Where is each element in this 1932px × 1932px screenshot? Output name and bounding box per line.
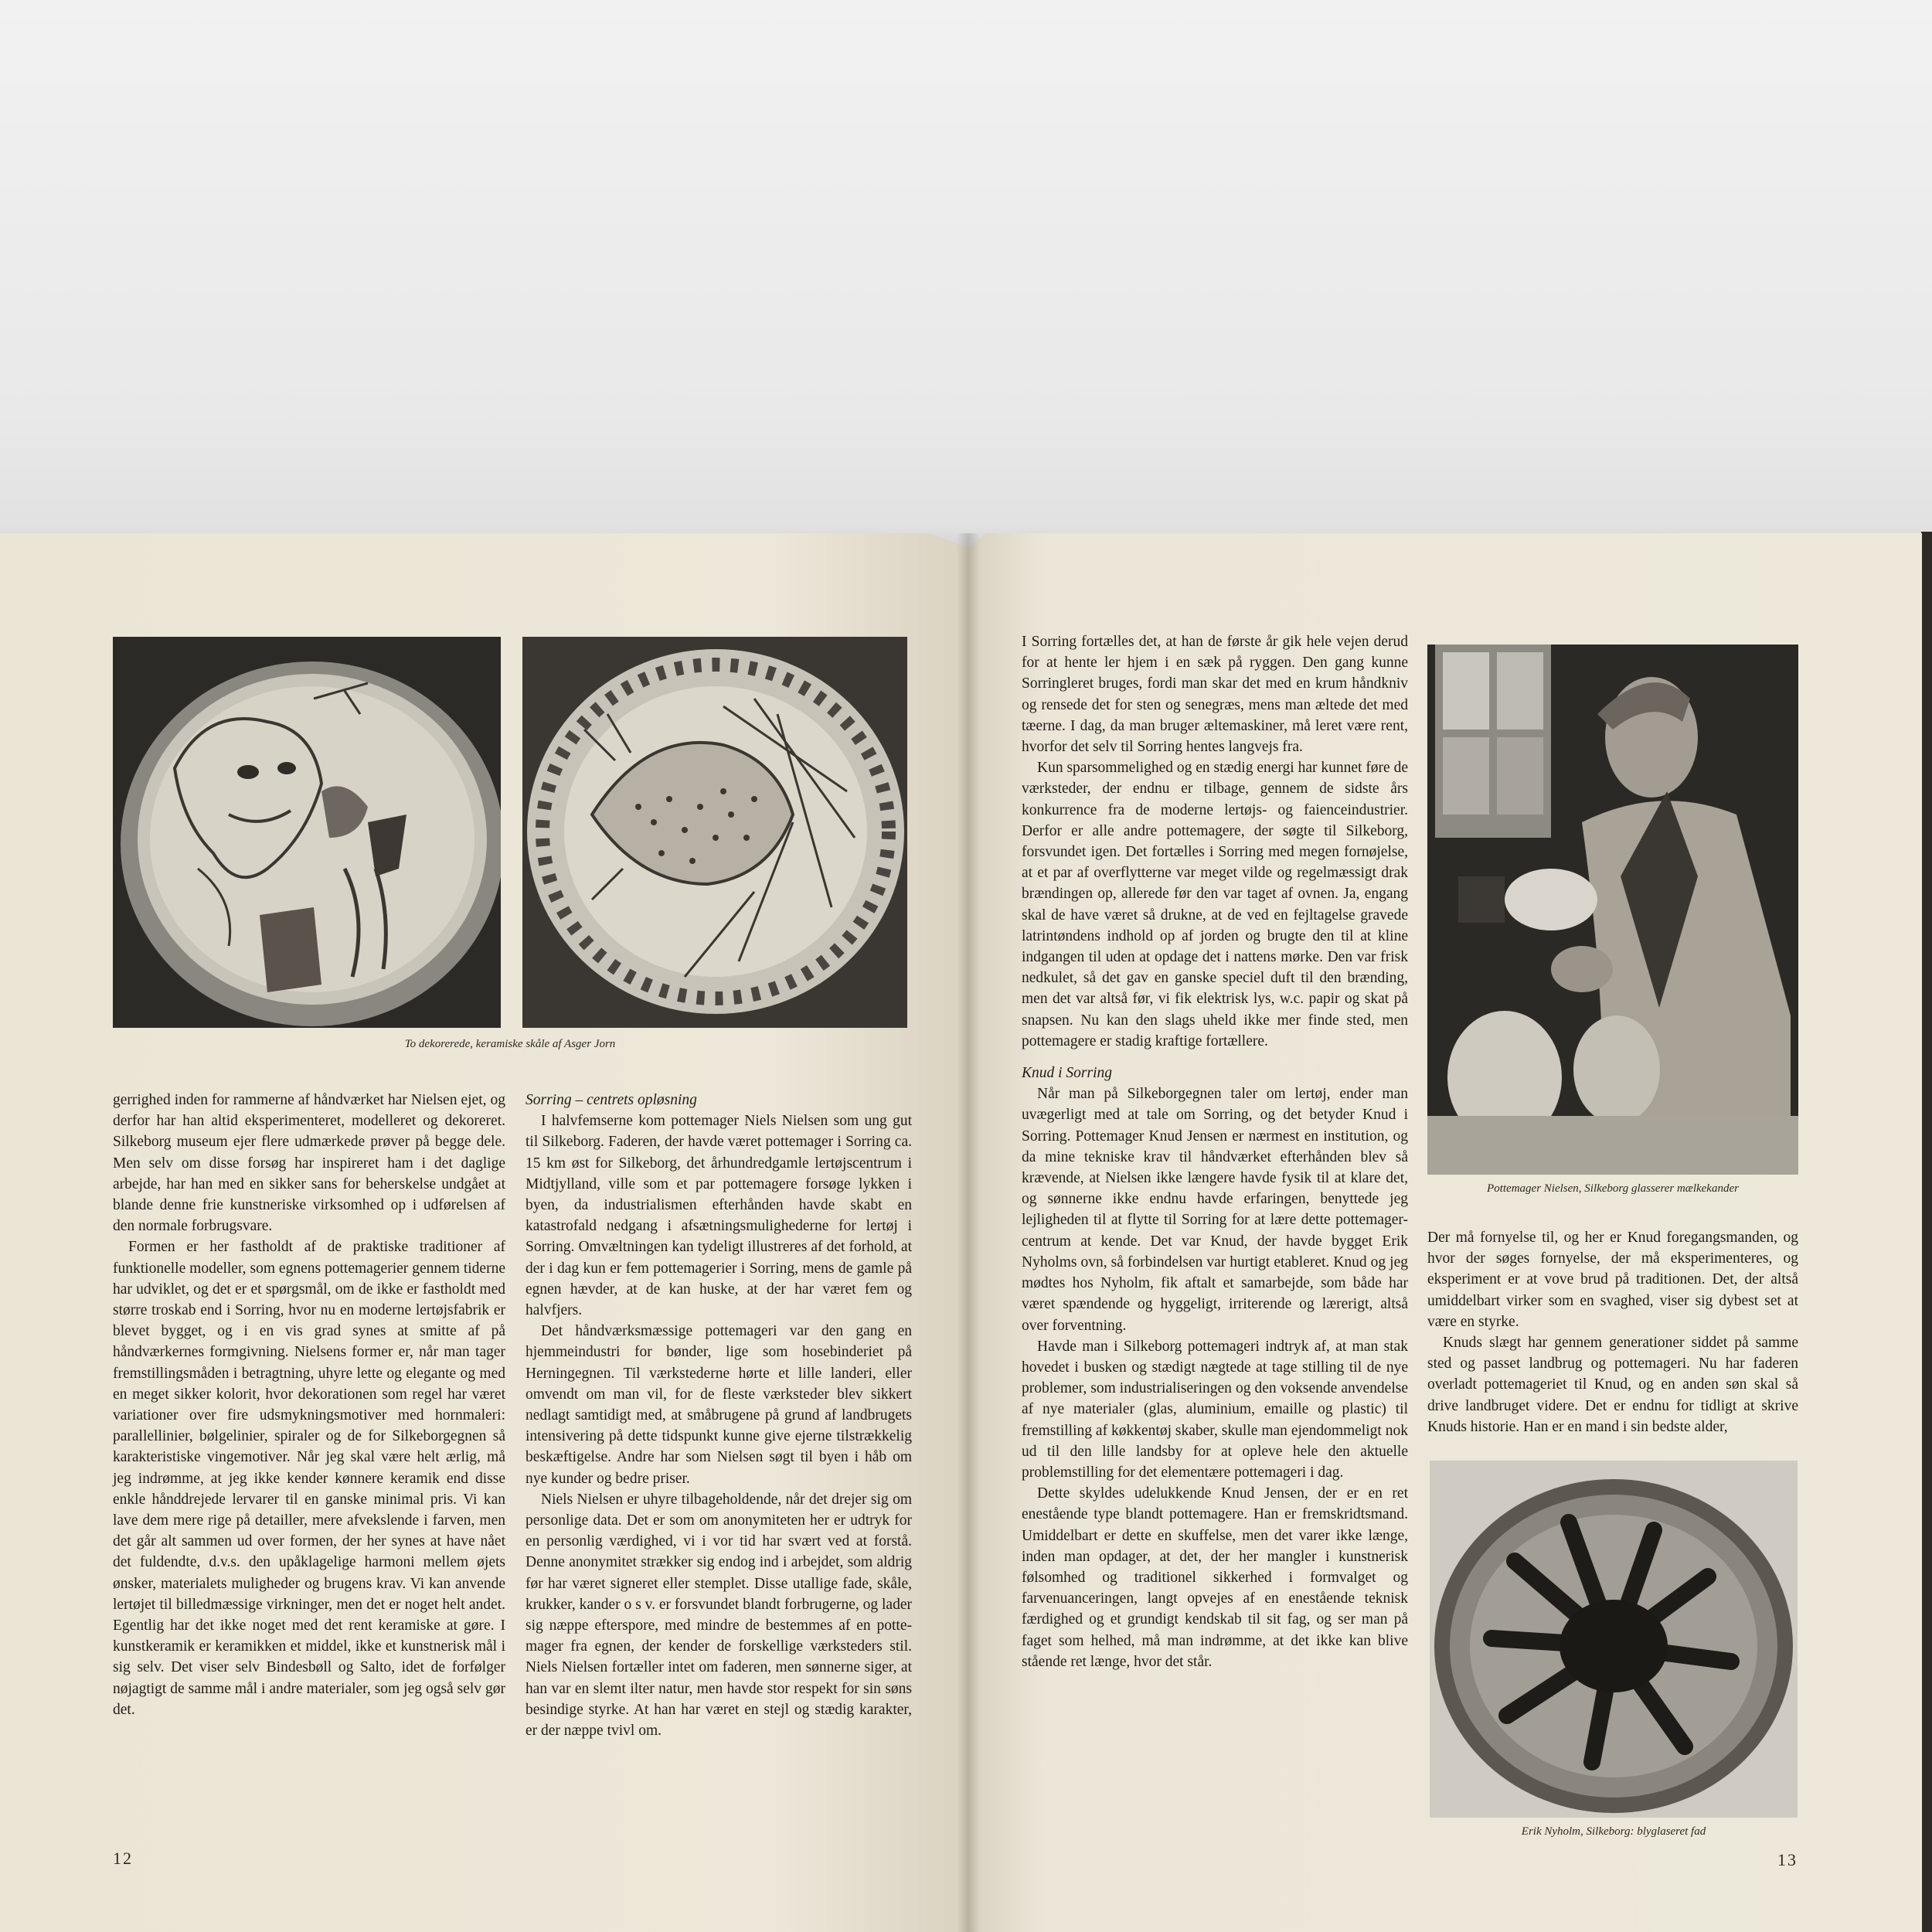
left-text-column-1 xyxy=(113,1090,505,1720)
paragraph: I halvfemserne kom pottemager Niels Nielsen som ung gut til Silkeborg. Faderen, der havde været pottemager i Sorring ca. 15 km øst for Silkeborg, det århundredgamle lertøjscentrum i Midtjylland, ville som et par pottemagere forsøge lykken i byen, da industrialismen efterhånden havde skabt en katastrofald nedgang i afsætningsmulighederne for lertøj i Sorring. Omvæltningen kan tydeligt illustreres af det forhold, at der i dag kun er fem pottemagerier i Sorring, mens de gamle på egnen hævder, at de kan huske, at der har været fem og halvfjers. xyxy=(526,1113,912,1319)
paragraph: Havde man i Silkeborg pottemageri indtryk af, at man stak hovedet i busken og stædigt nægtede at tage stilling til de nye problemer, som industrialiseringen og den voksende anvendelse af nye materialer (glas, aluminium, emaille og plastic) til fremstilling af køkkentøj skaber, skulle man ejendommeligt nok ud til den lille landsby for at opleve hele den aktuelle problemstilling for det elementære pottemageri i dag. xyxy=(1022,1338,1408,1481)
paragraph: Niels Nielsen er uhyre tilbageholdende, når det drejer sig om personlige data. Det er som om anonymiteten her er udtryk for en personlig værdighed, vi i vor tid har svært ved at forstå. Denne anonymitet strækker sig endog ind i arbejdet, som aldrig før har været signeret eller stemplet. Disse utallige fade, skåle, krukker, kander o s v. er forsvundet blandt forbrugerne, og lader sig næppe efterspore, med mindre de bestemmes af en pottemager fra egnen, der kender de forskellige værksteders stil. Niels Nielsen fortæller intet om faderen, men sønnerne siger, at han var en slemt ilter natur, men havde stor respekt for sin søns besindige styrke. At han har været en stejl og stædig karakter, er der næppe tvivl om. xyxy=(526,1491,912,1740)
dish-photo xyxy=(1430,1461,1798,1818)
paragraph: I Sorring fortælles det, at han de første år gik hele vejen derud for at hente ler hjem i en sæk på ryggen. Den gang kunne Sorringleret bruges, fordi man skar det med en krum håndkniv og rensede det for sten og senegræs, mens man æltede det med tæerne. I dag, da man bruger æltemaskiner, må leret være rent, hvorfor det selv til Sorring hentes langvejs fra. xyxy=(1022,634,1408,756)
section-heading: Sorring – centrets opløsning xyxy=(526,1092,697,1108)
paragraph: Der må fornyelse til, og her er Knud foregangsmanden, og hvor der søges fornyelse, der må eksperimenteres, og eksperiment er at vove brud på traditionen. Det, der altså umiddelbart virker som en svaghed, viser sig dybest set at være en styrke. xyxy=(1427,1230,1798,1330)
bowl-face-image xyxy=(113,637,501,1028)
book-cover-edge xyxy=(1921,532,1932,1932)
left-photo-caption: To dekorerede, keramiske skåle af Asger Jorn xyxy=(404,1038,616,1050)
dish-photo-caption: Erik Nyholm, Silkeborg: blyglaseret fad xyxy=(1521,1825,1706,1838)
page-number-right: 13 xyxy=(1777,1850,1798,1869)
paragraph: gerrighed inden for rammerne af håndværket har Nielsen ejet, og derfor har han altid eksperimenteret, modelleret og dekoreret. Silkeborg museum ejer flere udmærkede prøver på begge dele. Men selv om disse forsøg har inspireret ham i det daglige arbejde, har han med en sikker sans for beherskelse undgået at blande denne frie kunstneriske virksomhed op i udførelsen af den normale forbrugsvare. xyxy=(113,1092,505,1235)
paragraph: Kun sparsommelighed og en stædig energi har kunnet føre de værksteder, der endnu er tilbage, gennem de sidste års konkurrence fra de moderne lertøjs- og faienceindustrier. Derfor er alle andre pottemagere, der søgte til Silkeborg, forsvundet igen. Det fortælles i Sorring med megen fornøjelse, at et par af overflytterne var meget vilde og regelmæssigt drak brændingen op, allerede før den var taget af ovnen. Ja, engang skal de have været så drukne, at de ved en fejltagelse gravede latrintøndens indhold op af jorden og brugte den til at kline indgangen til uden at opdage det i nattens mørke. Den var frisk nedkulet, så det gav en ganske speciel duft til den brænding, men det var altså før, vi fik elektrisk lys, w.c. papir og skat på snapsen. Nu kan den slags uheld ikke mer finde sted, men pottemagere er stadig kraftige fortællere. xyxy=(1022,760,1408,1049)
paragraph: Formen er her fastholdt af de praktiske traditioner af funktionelle modeller, som egnens pottemagerier gennem tiderne har udviklet, og det er et spørgsmål, om de ikke er fastholdt med større troskab end i Sorring, hvor nu en moderne lertøjsfabrik er blevet bygget, og i en vis grad synes at smitte af på håndværkernes formgivning. Nielsens former er, når man tager fremstillingsmåden i betragtning, uhyre lette og elegante og med en meget sikker kolorit, hvor dekorationen som regel har været variationer over fire udsmykningsmotiver med hornmaleri: parallellinier, bølgelinier, spiraler og de for Silkeborgegnen så karakteristiske vingemotiver. Når jeg skal være helt ærlig, må jeg indrømme, at jeg ikke kender kønnere keramik end disse enkle hånddrejede lervarer til en ganske minimal pris. Vi kan lave dem mere rige på detailler, mere afvekslende i farven, men det går alt sammen ud over formen, der her synes at have nået det fuldendte, d.v.s. den upåklagelige harmoni mellem øjets ønsker, materialets muligheder og brugens krav. Vi kan anvende lertøjet til billedmæssige virkninger, men det er noget helt andet. Egentlig har det ikke noget med det rent keramiske at gøre. I kunstkeramik er keramikken et middel, ikke et kunstnerisk mål i sig selv. Det viser selv Bindesbøll og Salto, idet de forfølger nøjagtigt de samme mål i andre materialer, som jeg også selv gør det. xyxy=(113,1239,505,1718)
bowl-photo-fish xyxy=(522,637,907,1028)
background-surface xyxy=(0,0,1932,587)
section-heading: Knud i Sorring xyxy=(1022,1065,1113,1082)
paragraph: Knuds slægt har gennem generationer siddet på samme sted og passet landbrug og pottemageri. Nu har faderen overladt pottemageriet til Knud, og en anden søn skal så drive landbruget videre. Det er endnu for tidligt at skrive Knuds historie. Han er en mand i sin bedste alder, xyxy=(1427,1335,1798,1435)
left-text-column-2 xyxy=(526,1090,912,1741)
potter-photo xyxy=(1427,645,1798,1175)
bowl-photo-face xyxy=(113,637,501,1028)
right-text-column-2 xyxy=(1427,1227,1798,1437)
potter-image xyxy=(1427,645,1798,1175)
dish-image xyxy=(1430,1461,1798,1818)
paragraph: Dette skyldes udelukkende Knud Jensen, der er en ret enestående type blandt pottemagere. Han er fremskridtsmand. Umiddelbart er dette en skuffelse, men det varer ikke længe, inden man opdager, at det, der her mangler i kunstnerisk følsomhed og traditionel sikkerhed i formvalget og farvenuanceringen, langt opvejes af en enestående teknisk færdighed og et grundigt kendskab til sit fag, og ser man på faget som helhed, må man indrømme, at det ikke kan blive stående ret længe, hvor det står. xyxy=(1022,1485,1408,1670)
spacer xyxy=(1022,1052,1408,1063)
bowl-fish-image xyxy=(522,637,907,1028)
paragraph: Når man på Silkeborgegnen taler om lertøj, ender man uvægerligt med at tale om Sorring, og det betyder Knud i Sorring. Pottemager Knud Jensen er nærmest en institution, og da mine tekniske krav til håndværket efterhånden blev så krævende, at Nielsen ikke længere havde fysik til at klare det, og sønnerne ikke endnu havde erfaringen, benyttede jeg lejligheden til at flytte til Sorring for at lære dette pottemager-centrum at kende. Det var Knud, der havde bygget Erik Nyholms ovn, så forbindelsen var hurtigt etableret. Knud og jeg mødtes hos Nyholm, fik aftalt et samarbejde, som både har været spændende og hyggeligt, irriterende og lærerigt, altså over forventning. xyxy=(1022,1086,1408,1334)
potter-photo-caption: Pottemager Nielsen, Silkeborg glasserer mælkekander xyxy=(1487,1182,1739,1195)
right-text-column-1 xyxy=(1022,631,1408,1672)
book-gutter xyxy=(957,533,980,1932)
page-number-left: 12 xyxy=(113,1849,133,1868)
paragraph: Det håndværksmæssige pottemageri var den gang en hjemmeindustri for bønder, lige som hosebinderiet på Herningegnen. Til værkstederne hørte et lille landeri, eller omvendt om man vil, for de fleste værksteder blev sikkert nedlagt samtidigt med, at småbrugene på grund af landbrugets intensivering på dette tidspunkt kunne give ejerne tilstrækkelig beskæftigelse. Andre har som Nielsen søgt til byen i håb om nye kunder og bedre priser. xyxy=(526,1323,912,1487)
